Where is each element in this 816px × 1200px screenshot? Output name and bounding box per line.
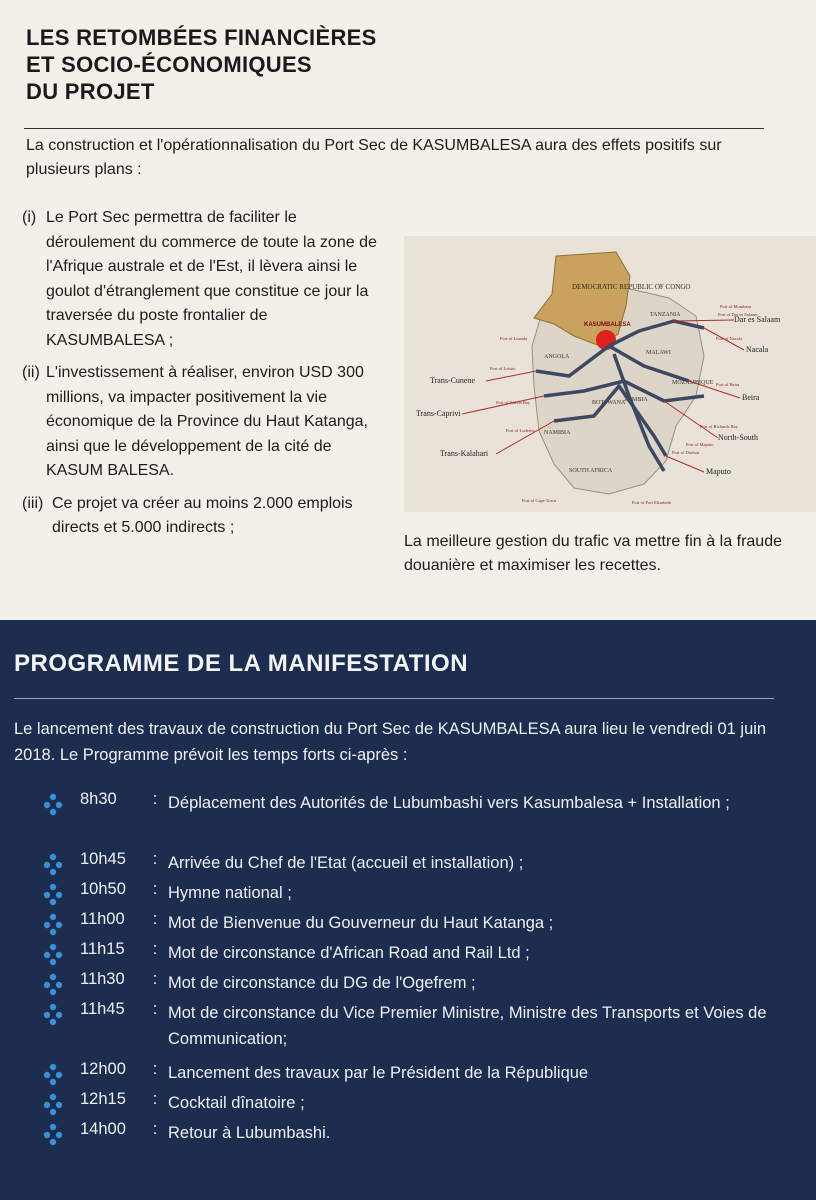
schedule-separator: : <box>152 790 158 808</box>
schedule-description: Lancement des travaux par le Président de la République <box>168 1064 589 1082</box>
schedule-time: 8h30 <box>80 790 117 808</box>
route-label: Trans-Caprivi <box>416 409 461 418</box>
schedule-separator: : <box>152 970 158 988</box>
map-caption: La meilleure gestion du trafic va mettre fin à la fraude douanière et maximiser les recettes. <box>404 533 782 574</box>
schedule-separator: : <box>152 940 158 958</box>
map-label-country: DEMOCRATIC REPUBLIC OF CONGO <box>572 283 691 291</box>
schedule-description: Mot de circonstance d'African Road and Rail Ltd ; <box>168 944 530 962</box>
corridor-map <box>404 236 816 512</box>
port-label: Port of Beira <box>716 382 740 387</box>
item-number: (i) <box>22 209 37 226</box>
schedule-separator: : <box>152 1000 158 1018</box>
schedule-item <box>40 880 768 906</box>
schedule-item <box>40 1090 768 1116</box>
bullet-icon <box>40 972 66 996</box>
port-label: Port of Cape Town <box>522 498 556 503</box>
map-label-country: NAMIBIA <box>544 430 571 436</box>
item-text: Ce projet va créer au moins 2.000 emplois directs et 5.000 indirects ; <box>52 494 353 536</box>
port-label: Port of Durban <box>672 450 699 455</box>
route-label: Trans-Kalahari <box>440 449 489 458</box>
schedule-time: 11h30 <box>80 970 125 988</box>
route-label: Maputo <box>706 467 731 476</box>
bullet-icon <box>40 882 66 906</box>
item-text: Le Port Sec permettra de faciliter le déroulement du commerce de toute la zone de l'Afrique australe et de l'Est, il lèvera ainsi le goulot d'étranglement que constitue ce jour la traversée du poste frontalier de KASUMBALESA ; <box>46 209 377 349</box>
schedule-description: Hymne national ; <box>168 884 292 902</box>
section-title <box>26 24 546 105</box>
map-label-country: TANZANIA <box>650 312 681 318</box>
port-label: Port of Nacala <box>716 336 742 341</box>
schedule-item <box>40 1000 768 1052</box>
schedule-item <box>40 850 768 876</box>
list-item <box>22 206 382 353</box>
intro-paragraph: La construction et l'opérationnalisation du Port Sec de KASUMBALESA aura des effets positifs sur plusieurs plans : <box>26 137 722 178</box>
map-label-country: MALAWI <box>646 350 671 356</box>
map-label-country: ANGOLA <box>544 354 570 360</box>
title-line: ET SOCIO-ÉCONOMIQUES <box>26 52 312 77</box>
item-text: L'investissement à réaliser, environ USD 300 millions, va impacter positivement la vie économique de la Province du Haut Katanga, ainsi que le développement de la cité de KASUM BALESA. <box>46 364 368 479</box>
list-item <box>22 492 382 541</box>
divider <box>24 128 764 129</box>
schedule-description: Déplacement des Autorités de Lubumbashi vers Kasumbalesa + Installation ; <box>168 794 730 812</box>
port-label: Port of Richards Bay <box>700 424 738 429</box>
schedule-separator: : <box>152 1090 158 1108</box>
schedule-time: 11h00 <box>80 910 125 928</box>
benefits-list <box>22 206 382 549</box>
bullet-icon <box>40 852 66 876</box>
map-label-country: SOUTH AFRICA <box>569 468 613 474</box>
schedule-item <box>40 910 768 936</box>
programme-title: PROGRAMME DE LA MANIFESTATION <box>14 650 469 677</box>
port-label: Port of Maputo <box>686 442 714 447</box>
port-label: Port of Mombasa <box>720 304 752 309</box>
route-label: Trans-Cunene <box>430 376 476 385</box>
schedule-time: 11h45 <box>80 1000 125 1018</box>
map-label-country: MOZAMBIQUE <box>672 380 714 386</box>
schedule-time: 14h00 <box>80 1120 126 1138</box>
route-label: Nacala <box>746 345 769 354</box>
schedule-time: 12h00 <box>80 1060 126 1078</box>
schedule-separator: : <box>152 1120 158 1138</box>
schedule-description: Mot de circonstance du Vice Premier Ministre, Ministre des Transports et Voies de Communication; <box>168 1004 767 1048</box>
schedule-description: Arrivée du Chef de l'Etat (accueil et installation) ; <box>168 854 524 872</box>
divider <box>14 698 774 699</box>
schedule-time: 12h15 <box>80 1090 126 1108</box>
bullet-icon <box>40 792 66 816</box>
schedule-separator: : <box>152 1060 158 1078</box>
port-label: Port of Lobito <box>490 366 516 371</box>
bullet-icon <box>40 912 66 936</box>
port-label: Port of Luanda <box>500 336 527 341</box>
schedule-description: Mot de Bienvenue du Gouverneur du Haut Katanga ; <box>168 914 554 932</box>
map-label-country: BOTSWANA <box>592 400 626 406</box>
schedule-separator: : <box>152 910 158 928</box>
port-label: Port of Port Elizabeth <box>632 500 672 505</box>
title-line: DU PROJET <box>26 79 155 104</box>
schedule-description: Mot de circonstance du DG de l'Ogefrem ; <box>168 974 476 992</box>
schedule-time: 10h45 <box>80 850 126 868</box>
bullet-icon <box>40 1122 66 1146</box>
route-label: Beira <box>742 393 760 402</box>
title-line: LES RETOMBÉES FINANCIÈRES <box>26 25 377 50</box>
bullet-icon <box>40 1002 66 1026</box>
map-label-country: ZAMBIA <box>624 397 648 403</box>
bullet-icon <box>40 1062 66 1086</box>
map-label-marker: KASUMBALESA <box>584 322 631 328</box>
schedule-time: 11h15 <box>80 940 125 958</box>
schedule-separator: : <box>152 850 158 868</box>
port-label: Port of Luderitz <box>506 428 535 433</box>
map-illustration <box>404 236 816 512</box>
schedule-item <box>40 1120 768 1146</box>
port-label: Port of Dar es Salaam <box>718 312 758 317</box>
schedule-description: Cocktail dînatoire ; <box>168 1094 305 1112</box>
route-label: Dar es Salaam <box>734 315 781 324</box>
bullet-icon <box>40 942 66 966</box>
schedule-separator: : <box>152 880 158 898</box>
bullet-icon <box>40 1092 66 1116</box>
programme-intro: Le lancement des travaux de construction du Port Sec de KASUMBALESA aura lieu le vendredi 01 juin 2018. Le Programme prévoit les temps forts ci-après : <box>14 720 767 764</box>
schedule-item <box>40 940 768 966</box>
schedule-item <box>40 970 768 996</box>
schedule-item <box>40 790 768 816</box>
port-label: Port of Walvis Bay <box>496 400 531 405</box>
route-label: North-South <box>718 433 758 442</box>
schedule-description: Retour à Lubumbashi. <box>168 1124 331 1142</box>
schedule-time: 10h50 <box>80 880 126 898</box>
item-number: (ii) <box>22 364 40 381</box>
schedule-item <box>40 1060 768 1086</box>
item-number: (iii) <box>22 494 44 512</box>
list-item <box>22 361 382 484</box>
